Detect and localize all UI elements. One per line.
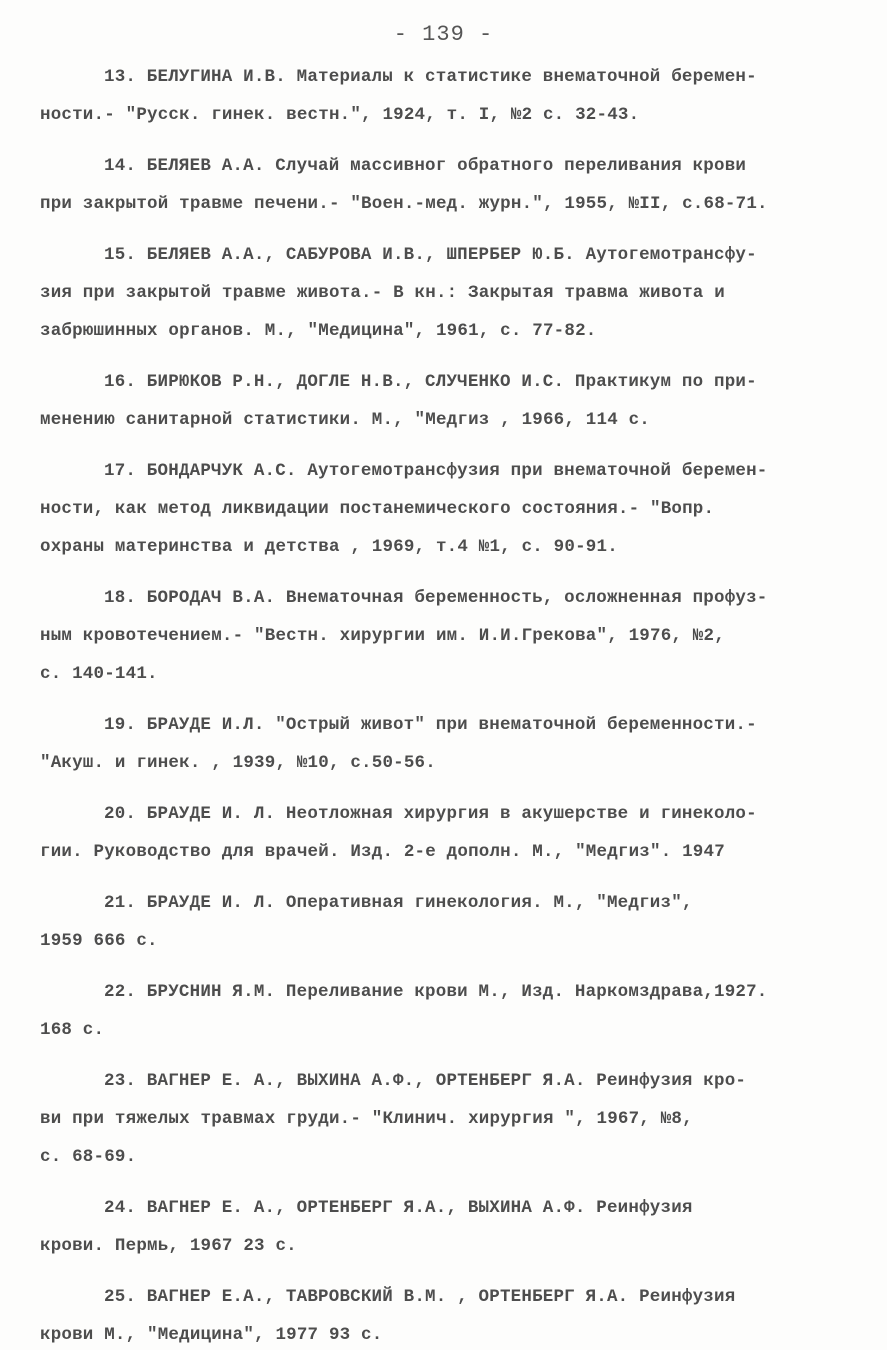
bibliography-entry xyxy=(40,363,850,439)
entry-line: с. 68-69. xyxy=(40,1147,137,1167)
entry-line: 20. БРАУДЕ И. Л. Неотложная хирургия в акушерстве и гинеколо- xyxy=(104,804,757,824)
entry-line: 17. БОНДАРЧУК А.С. Аутогемотрансфузия при внематочной беремен- xyxy=(104,461,768,481)
entry-line: "Акуш. и гинек. , 1939, №10, с.50-56. xyxy=(40,753,436,773)
entry-line: 13. БЕЛУГИНА И.В. Материалы к статистике внематочной беремен- xyxy=(104,67,757,87)
bibliography-entry xyxy=(40,884,850,960)
entry-line: 15. БЕЛЯЕВ А.А., САБУРОВА И.В., ШПЕРБЕР Ю.Б. Аутогемотрансфу- xyxy=(104,245,757,265)
entry-line: крови М., "Медицина", 1977 93 с. xyxy=(40,1325,383,1345)
entry-line: зия при закрытой травме живота.- В кн.: Закрытая травма живота и xyxy=(40,283,725,303)
bibliography-entry xyxy=(40,236,850,350)
bibliography-entry xyxy=(40,1062,850,1176)
entry-line: 18. БОРОДАЧ В.А. Внематочная беременность, осложненная профуз- xyxy=(104,588,768,608)
bibliography-entry xyxy=(40,147,850,223)
bibliography-entry xyxy=(40,1278,850,1354)
entry-line: с. 140-141. xyxy=(40,664,158,684)
entry-line: 22. БРУСНИН Я.М. Переливание крови М., Изд. Наркомздрава,1927. xyxy=(104,982,768,1002)
bibliography-entry xyxy=(40,452,850,566)
entry-line: 168 с. xyxy=(40,1020,105,1040)
entry-line: ным кровотечением.- "Вестн. хирургии им. И.И.Грекова", 1976, №2, xyxy=(40,626,725,646)
entry-line: крови. Пермь, 1967 23 с. xyxy=(40,1236,297,1256)
page-number: - 139 - xyxy=(393,22,494,47)
entry-line: 19. БРАУДЕ И.Л. "Острый живот" при внематочной беременности.- xyxy=(104,715,757,735)
entry-line: гии. Руководство для врачей. Изд. 2-е дополн. М., "Медгиз". 1947 xyxy=(40,842,725,862)
entry-line: 1959 666 с. xyxy=(40,931,158,951)
entry-line: 14. БЕЛЯЕВ А.А. Случай массивног обратного переливания крови xyxy=(104,156,747,176)
entry-line: 16. БИРЮКОВ Р.Н., ДОГЛЕ Н.В., СЛУЧЕНКО И.С. Практикум по при- xyxy=(104,372,757,392)
bibliography-entry xyxy=(40,579,850,693)
entry-line: ности, как метод ликвидации постанемического состояния.- "Вопр. xyxy=(40,499,715,519)
entry-line: забрюшинных органов. М., "Медицина", 1961, с. 77-82. xyxy=(40,321,597,341)
entry-line: ви при тяжелых травмах груди.- "Клинич. хирургия ", 1967, №8, xyxy=(40,1109,693,1129)
entry-line: при закрытой травме печени.- "Воен.-мед. журн.", 1955, №II, с.68-71. xyxy=(40,194,768,214)
bibliography-entry xyxy=(40,973,850,1049)
bibliography-entry xyxy=(40,58,850,134)
entry-line: 24. ВАГНЕР Е. А., ОРТЕНБЕРГ Я.А., ВЫХИНА А.Ф. Реинфузия xyxy=(104,1198,693,1218)
bibliography-entry xyxy=(40,795,850,871)
entry-line: ности.- "Русск. гинек. вестн.", 1924, т. I, №2 с. 32-43. xyxy=(40,105,640,125)
entry-line: 23. ВАГНЕР Е. А., ВЫХИНА А.Ф., ОРТЕНБЕРГ Я.А. Реинфузия кро- xyxy=(104,1071,747,1091)
entry-line: 25. ВАГНЕР Е.А., ТАВРОВСКИЙ В.М. , ОРТЕНБЕРГ Я.А. Реинфузия xyxy=(104,1287,736,1307)
entry-line: менению санитарной статистики. М., "Медгиз , 1966, 114 с. xyxy=(40,410,650,430)
bibliography-entry xyxy=(40,706,850,782)
bibliography-list xyxy=(40,58,850,1367)
entry-line: охраны материнства и детства , 1969, т.4 №1, с. 90-91. xyxy=(40,537,618,557)
bibliography-entry xyxy=(40,1189,850,1265)
entry-line: 21. БРАУДЕ И. Л. Оперативная гинекология. М., "Медгиз", xyxy=(104,893,693,913)
